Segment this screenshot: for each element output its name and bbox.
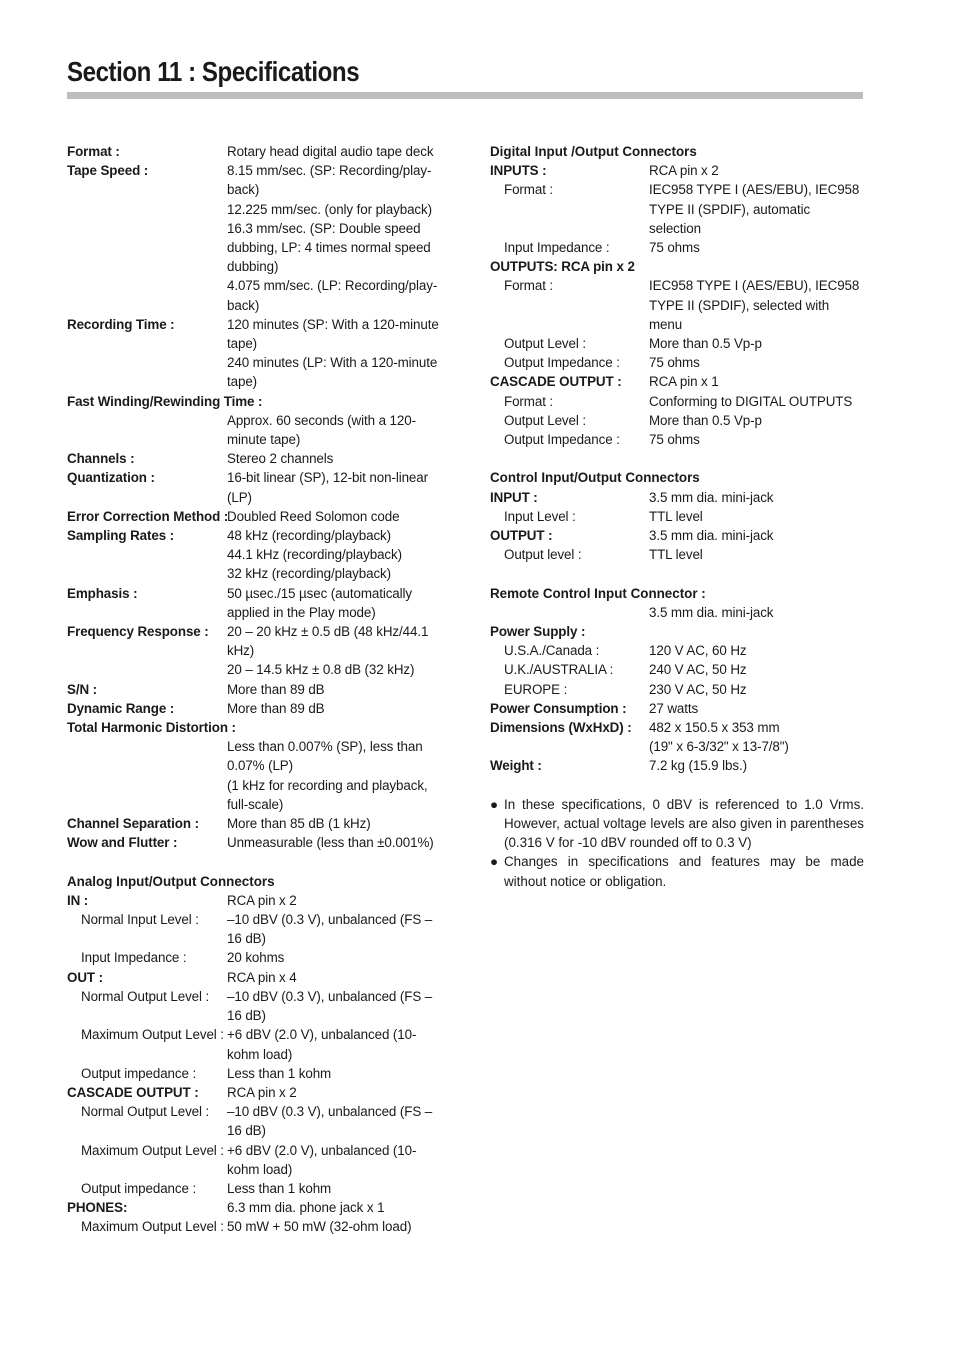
spec-row <box>67 1198 447 1217</box>
spec-row <box>490 737 864 756</box>
spec-value: 50 µsec./15 µsec (automatically applied in the Play mode) <box>227 585 413 620</box>
spec-row <box>490 660 864 679</box>
note-item <box>490 795 864 853</box>
control-heading: Control Input/Output Connectors <box>490 470 700 486</box>
spec-label: Dimensions (WxHxD) : <box>490 720 632 736</box>
spec-label: Power Supply : <box>490 624 586 640</box>
spec-label: Maximum Output Level : <box>81 1142 224 1158</box>
spec-label: Channels : <box>67 451 135 467</box>
spec-label: Format : <box>504 278 554 294</box>
spec-value: 16-bit linear (SP), 12-bit non-linear (LP) <box>227 470 428 505</box>
spec-label: Output level : <box>504 547 582 563</box>
spec-row <box>67 910 447 948</box>
spec-value: RCA pin x 2 <box>649 163 719 179</box>
spec-row <box>67 622 447 660</box>
spec-label: U.S.A./Canada : <box>504 643 600 659</box>
spec-row <box>490 257 864 276</box>
spec-row <box>67 219 447 277</box>
spec-row <box>490 392 864 411</box>
spec-label: Input Level : <box>504 508 576 524</box>
spec-row <box>490 680 864 699</box>
spec-value: +6 dBV (2.0 V), unbalanced (10-kohm load) <box>227 1142 417 1177</box>
spec-label: Normal Input Level : <box>81 912 199 928</box>
spec-row <box>490 756 864 775</box>
spec-label: INPUT : <box>490 489 538 505</box>
remote-heading: Remote Control Input Connector : <box>490 585 706 601</box>
spec-label: Output Impedance : <box>504 432 620 448</box>
notes <box>490 795 864 891</box>
spec-row <box>67 411 447 449</box>
spec-value: More than 85 dB (1 kHz) <box>227 816 371 832</box>
analog-specs <box>67 891 447 1237</box>
spec-value: Less than 1 kohm <box>227 1180 332 1196</box>
spec-row <box>67 584 447 622</box>
general-specs <box>67 142 447 852</box>
spec-row <box>490 641 864 660</box>
spec-value: Stereo 2 channels <box>227 451 334 467</box>
spec-label: Emphasis : <box>67 585 138 601</box>
spec-value: 44.1 kHz (recording/playback) <box>227 547 402 563</box>
spec-label: Frequency Response : <box>67 624 209 640</box>
spec-row <box>67 814 447 833</box>
bullet-icon: ● <box>490 796 499 812</box>
spec-value: 50 mW + 50 mW (32-ohm load) <box>227 1219 412 1235</box>
spec-row <box>67 507 447 526</box>
spec-row <box>67 737 447 775</box>
spec-label: Channel Separation : <box>67 816 199 832</box>
spec-label: IN : <box>67 892 89 908</box>
spec-value: TTL level <box>649 508 703 524</box>
spec-value: Unmeasurable (less than ±0.001%) <box>227 835 434 851</box>
spec-value: More than 0.5 Vp-p <box>649 412 762 428</box>
spec-row <box>490 276 864 334</box>
spec-label: Fast Winding/Rewinding Time : <box>67 393 263 409</box>
spec-value: Approx. 60 seconds (with a 120-minute tape) <box>227 412 416 448</box>
spec-value: More than 89 dB <box>227 681 325 697</box>
spec-row <box>67 468 447 506</box>
spec-label: Maximum Output Level : <box>81 1027 224 1043</box>
spec-label: Output Impedance : <box>504 355 620 371</box>
analog-heading: Analog Input/Output Connectors <box>67 873 275 889</box>
spec-label: Output impedance : <box>81 1065 197 1081</box>
spec-row <box>490 526 864 545</box>
spec-value: 8.15 mm/sec. (SP: Recording/play-back) <box>227 163 432 198</box>
spec-value: RCA pin x 2 <box>227 1084 297 1100</box>
spec-row <box>67 392 447 411</box>
spec-value: 27 watts <box>649 700 699 716</box>
control-specs <box>490 488 864 565</box>
spec-row <box>67 161 447 199</box>
spec-row <box>490 411 864 430</box>
spec-label: Output Level : <box>504 412 586 428</box>
spec-value: 240 V AC, 50 Hz <box>649 662 747 678</box>
spec-label: S/N : <box>67 681 98 697</box>
spec-label: Sampling Rates : <box>67 528 175 544</box>
spec-value: Less than 1 kohm <box>227 1065 332 1081</box>
spec-value: Less than 0.007% (SP), less than 0.07% (LP) <box>227 739 423 774</box>
spec-value: 20 kohms <box>227 950 285 966</box>
spec-value: (1 kHz for recording and playback, full-scale) <box>227 777 428 812</box>
spec-value: 32 kHz (recording/playback) <box>227 566 392 582</box>
bullet-icon: ● <box>490 854 499 870</box>
spec-label: Quantization : <box>67 470 155 486</box>
spec-value: Doubled Reed Solomon code <box>227 508 400 524</box>
spec-row <box>67 776 447 814</box>
spec-row <box>67 1217 447 1236</box>
spec-row <box>67 545 447 564</box>
spec-label: Output impedance : <box>81 1180 197 1196</box>
spec-row <box>67 987 447 1025</box>
spec-label: Error Correction Method : <box>67 508 229 524</box>
spec-row <box>67 564 447 583</box>
spec-value: 240 minutes (LP: With a 120-minute tape) <box>227 355 438 390</box>
spec-label: EUROPE : <box>504 681 568 697</box>
right-column <box>490 142 864 891</box>
spec-row <box>490 372 864 391</box>
spec-label: Normal Output Level : <box>81 1104 210 1120</box>
spec-value: 75 ohms <box>649 240 700 256</box>
spec-row <box>67 315 447 353</box>
spec-row <box>67 1064 447 1083</box>
spec-row <box>490 718 864 737</box>
spec-value: 75 ohms <box>649 355 700 371</box>
spec-label: PHONES: <box>67 1200 128 1216</box>
spec-value: 4.075 mm/sec. (LP: Recording/play-back) <box>227 278 438 313</box>
spec-value: 48 kHz (recording/playback) <box>227 528 392 544</box>
spec-label: Dynamic Range : <box>67 700 175 716</box>
digital-specs <box>490 161 864 449</box>
spec-row <box>67 142 447 161</box>
spec-value: 482 x 150.5 x 353 mm <box>649 720 780 736</box>
spec-row <box>490 603 864 622</box>
spec-row <box>490 180 864 238</box>
digital-heading: Digital Input /Output Connectors <box>490 144 697 159</box>
spec-label: Power Consumption : <box>490 700 627 716</box>
spec-label: OUTPUT : <box>490 528 553 544</box>
spec-row <box>490 334 864 353</box>
spec-row <box>67 1083 447 1102</box>
spec-value: (19" x 6-3/32" x 13-7/8") <box>649 739 789 755</box>
left-column <box>67 142 447 1237</box>
spec-row <box>67 526 447 545</box>
spec-label: OUT : <box>67 969 103 985</box>
spec-row <box>67 660 447 679</box>
spec-row <box>67 1179 447 1198</box>
spec-value: 16.3 mm/sec. (SP: Double speed dubbing, LP: 4 times normal speed dubbing) <box>227 220 431 275</box>
spec-value: 3.5 mm dia. mini-jack <box>649 604 774 620</box>
spec-value: 20 – 20 kHz ± 0.5 dB (48 kHz/44.1 kHz) <box>227 624 429 659</box>
title-rule <box>67 92 863 99</box>
spec-value: Rotary head digital audio tape deck <box>227 144 434 159</box>
spec-label: Format : <box>504 182 554 198</box>
spec-row <box>67 699 447 718</box>
spec-value: IEC958 TYPE I (AES/EBU), IEC958 TYPE II (SPDIF), selected with menu <box>649 278 860 332</box>
spec-row <box>67 891 447 910</box>
spec-row <box>67 353 447 391</box>
spec-value: 20 – 14.5 kHz ± 0.8 dB (32 kHz) <box>227 662 415 678</box>
spec-value: RCA pin x 1 <box>649 374 719 390</box>
spec-row <box>67 718 447 737</box>
note-text: In these specifications, 0 dBV is referenced to 1.0 Vrms. However, actual voltage levels are also given in parentheses (0.316 V for -10 dBV rounded off to 0.3 V) <box>504 796 864 851</box>
spec-value: RCA pin x 2 <box>227 892 297 908</box>
spec-label: U.K./AUSTRALIA : <box>504 662 614 678</box>
spec-label: Total Harmonic Distortion : <box>67 720 236 736</box>
spec-row <box>490 622 864 641</box>
spec-value: IEC958 TYPE I (AES/EBU), IEC958 TYPE II (SPDIF), automatic selection <box>649 182 860 236</box>
spec-row <box>67 833 447 852</box>
spec-label: Normal Output Level : <box>81 988 210 1004</box>
note-item <box>490 852 864 890</box>
note-text: Changes in specifications and features may be made without notice or obligation. <box>504 854 864 889</box>
spec-label: CASCADE OUTPUT : <box>67 1084 199 1100</box>
spec-value: –10 dBV (0.3 V), unbalanced (FS – 16 dB) <box>227 988 433 1024</box>
spec-row <box>67 276 447 314</box>
spec-value: 6.3 mm dia. phone jack x 1 <box>227 1200 385 1216</box>
power-specs <box>490 622 864 776</box>
spec-row <box>67 948 447 967</box>
spec-value: 120 V AC, 60 Hz <box>649 643 747 659</box>
spec-label: Maximum Output Level : <box>81 1219 224 1235</box>
spec-row <box>490 238 864 257</box>
spec-value: 75 ohms <box>649 432 700 448</box>
spec-value: Conforming to DIGITAL OUTPUTS <box>649 393 853 409</box>
page-title: Section 11 : Specifications <box>67 56 360 87</box>
spec-value: RCA pin x 4 <box>227 969 297 985</box>
spec-label: Format : <box>504 393 554 409</box>
spec-value: 120 minutes (SP: With a 120-minute tape) <box>227 316 439 352</box>
spec-value: 230 V AC, 50 Hz <box>649 681 747 697</box>
spec-row <box>67 968 447 987</box>
spec-value: More than 0.5 Vp-p <box>649 336 762 352</box>
spec-row <box>490 545 864 564</box>
spec-value: 7.2 kg (15.9 lbs.) <box>649 758 747 774</box>
spec-label: Recording Time : <box>67 316 175 332</box>
spec-label: INPUTS : <box>490 163 547 179</box>
spec-label: OUTPUTS: RCA pin x 2 <box>490 259 635 275</box>
spec-value: 3.5 mm dia. mini-jack <box>649 489 774 505</box>
spec-row <box>67 449 447 468</box>
spec-label: Tape Speed : <box>67 163 149 179</box>
spec-row <box>67 1025 447 1063</box>
spec-label: Weight : <box>490 758 542 774</box>
spec-value: +6 dBV (2.0 V), unbalanced (10-kohm load) <box>227 1027 417 1062</box>
spec-row <box>490 699 864 718</box>
spec-row <box>490 353 864 372</box>
spec-row <box>67 680 447 699</box>
spec-label: Output Level : <box>504 336 586 352</box>
spec-row <box>67 200 447 219</box>
spec-value: TTL level <box>649 547 703 563</box>
spec-value: 3.5 mm dia. mini-jack <box>649 528 774 544</box>
spec-value: –10 dBV (0.3 V), unbalanced (FS – 16 dB) <box>227 912 433 947</box>
spec-label: Input Impedance : <box>504 240 610 256</box>
spec-row <box>67 1141 447 1179</box>
spec-value: 12.225 mm/sec. (only for playback) <box>227 201 432 217</box>
spec-row <box>490 161 864 180</box>
spec-label: CASCADE OUTPUT : <box>490 374 622 390</box>
spec-row <box>490 488 864 507</box>
spec-row <box>490 430 864 449</box>
spec-label: Wow and Flutter : <box>67 835 178 851</box>
spec-label: Input Impedance : <box>81 950 187 966</box>
spec-value: More than 89 dB <box>227 700 325 716</box>
spec-row <box>67 1102 447 1140</box>
spec-value: –10 dBV (0.3 V), unbalanced (FS – 16 dB) <box>227 1104 433 1139</box>
spec-label: Format : <box>67 144 120 159</box>
spec-row <box>490 507 864 526</box>
